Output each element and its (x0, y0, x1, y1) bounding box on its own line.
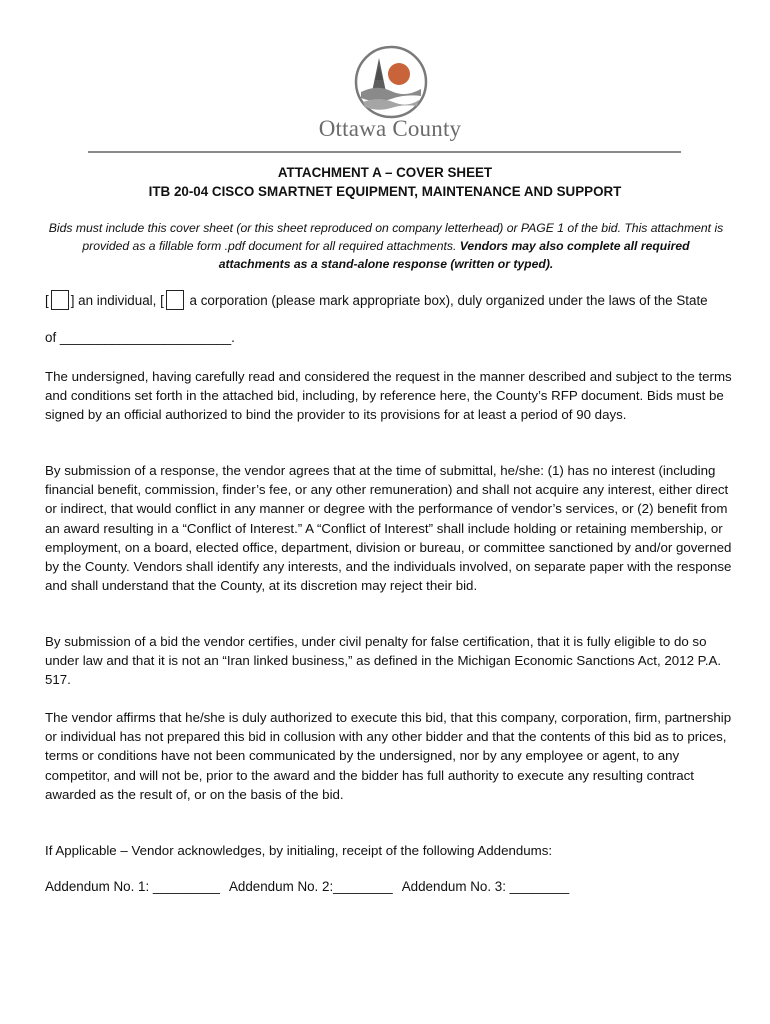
notice-bold-text: Vendors may also complete all required attachments as a stand-alone response (written or typed). (218, 239, 690, 271)
addendum-1-field[interactable]: Addendum No. 1: _________ (45, 879, 220, 894)
state-field[interactable]: of _______________________. (45, 330, 235, 345)
header-divider (88, 151, 681, 153)
individual-label: ] an individual, (70, 293, 157, 308)
entity-type-line (45, 290, 708, 310)
document-subtitle: ITB 20-04 CISCO SMARTNET EQUIPMENT, MAINTENANCE AND SUPPORT (148, 184, 622, 199)
bracket-open: [ (45, 293, 49, 308)
addendum-2-field[interactable]: Addendum No. 2:________ (228, 879, 393, 894)
paragraph-vendor-affirmation: The vendor affirms that he/she is duly authorized to execute this bid, that this company, corporation, firm, partnership or individual has not prepared this bid in collusion with any other bidder and that the contents of this bid as to prices, terms or conditions have not been communicated by the undersigned, nor by any employee or agent, to any competitor, and will not be, prior to the award and the bidder has full authority to execute any resulting contract awarded as the result of, or on the basis of the bid. (45, 710, 732, 802)
ottawa-county-seal-icon (353, 44, 429, 120)
corporation-label: a corporation (please mark appropriate box), duly organized under the laws of the State (189, 293, 708, 308)
paragraph-conflict-of-interest: By submission of a response, the vendor agrees that at the time of submittal, he/she: (1) has no interest (including financial benefit, commission, finder’s fee, or any other remuneration) and shall not acquire any interest, either direct or indirect, that would conflict in any manner or degree with the performance of vendor’s services, or (2) benefit from an award resulting in a “Conflict of Interest.” A “Conflict of Interest” shall include holding or retaining membership, or employment, on a board, elected office, department, division or bureau, or committee sanctioned by and/or governed by the County. Vendors shall identify any interests, and the individuals involved, on separate paper with the response and shall understand that the County, at its discretion may reject their bid. (45, 463, 732, 594)
bracket-open: [ (160, 293, 164, 308)
addendum-fields (45, 879, 575, 894)
paragraph-terms: The undersigned, having carefully read and considered the request in the manner described and subject to the terms and conditions set forth in the attached bid, including, by reference here, the County’s RFP document. Bids must be signed by an official authorized to bind the provider to its provisions for at least a period of 90 days. (45, 369, 732, 423)
document-title: ATTACHMENT A – COVER SHEET (277, 165, 493, 180)
paragraph-iran-certification: By submission of a bid the vendor certifies, under civil penalty for false certification, that it is fully eligible to do so under law and that it is not an “Iran linked business,” as defined in the Michigan Economic Sanctions Act, 2012 P.A. 517. (45, 634, 722, 688)
county-name: Ottawa County (318, 116, 462, 141)
submission-notice (48, 219, 724, 273)
paragraph-addendums: If Applicable – Vendor acknowledges, by initialing, receipt of the following Addendums: (45, 843, 553, 858)
corporation-checkbox[interactable] (166, 290, 184, 310)
addendum-3-field[interactable]: Addendum No. 3: ________ (401, 879, 570, 894)
notice-text: Bids must include this cover sheet (or this sheet reproduced on company letterhead) or PAGE 1 of the bid. This attachment is provided as a fillable form .pdf document for all required attachments. (48, 221, 724, 253)
individual-checkbox[interactable] (51, 290, 69, 310)
